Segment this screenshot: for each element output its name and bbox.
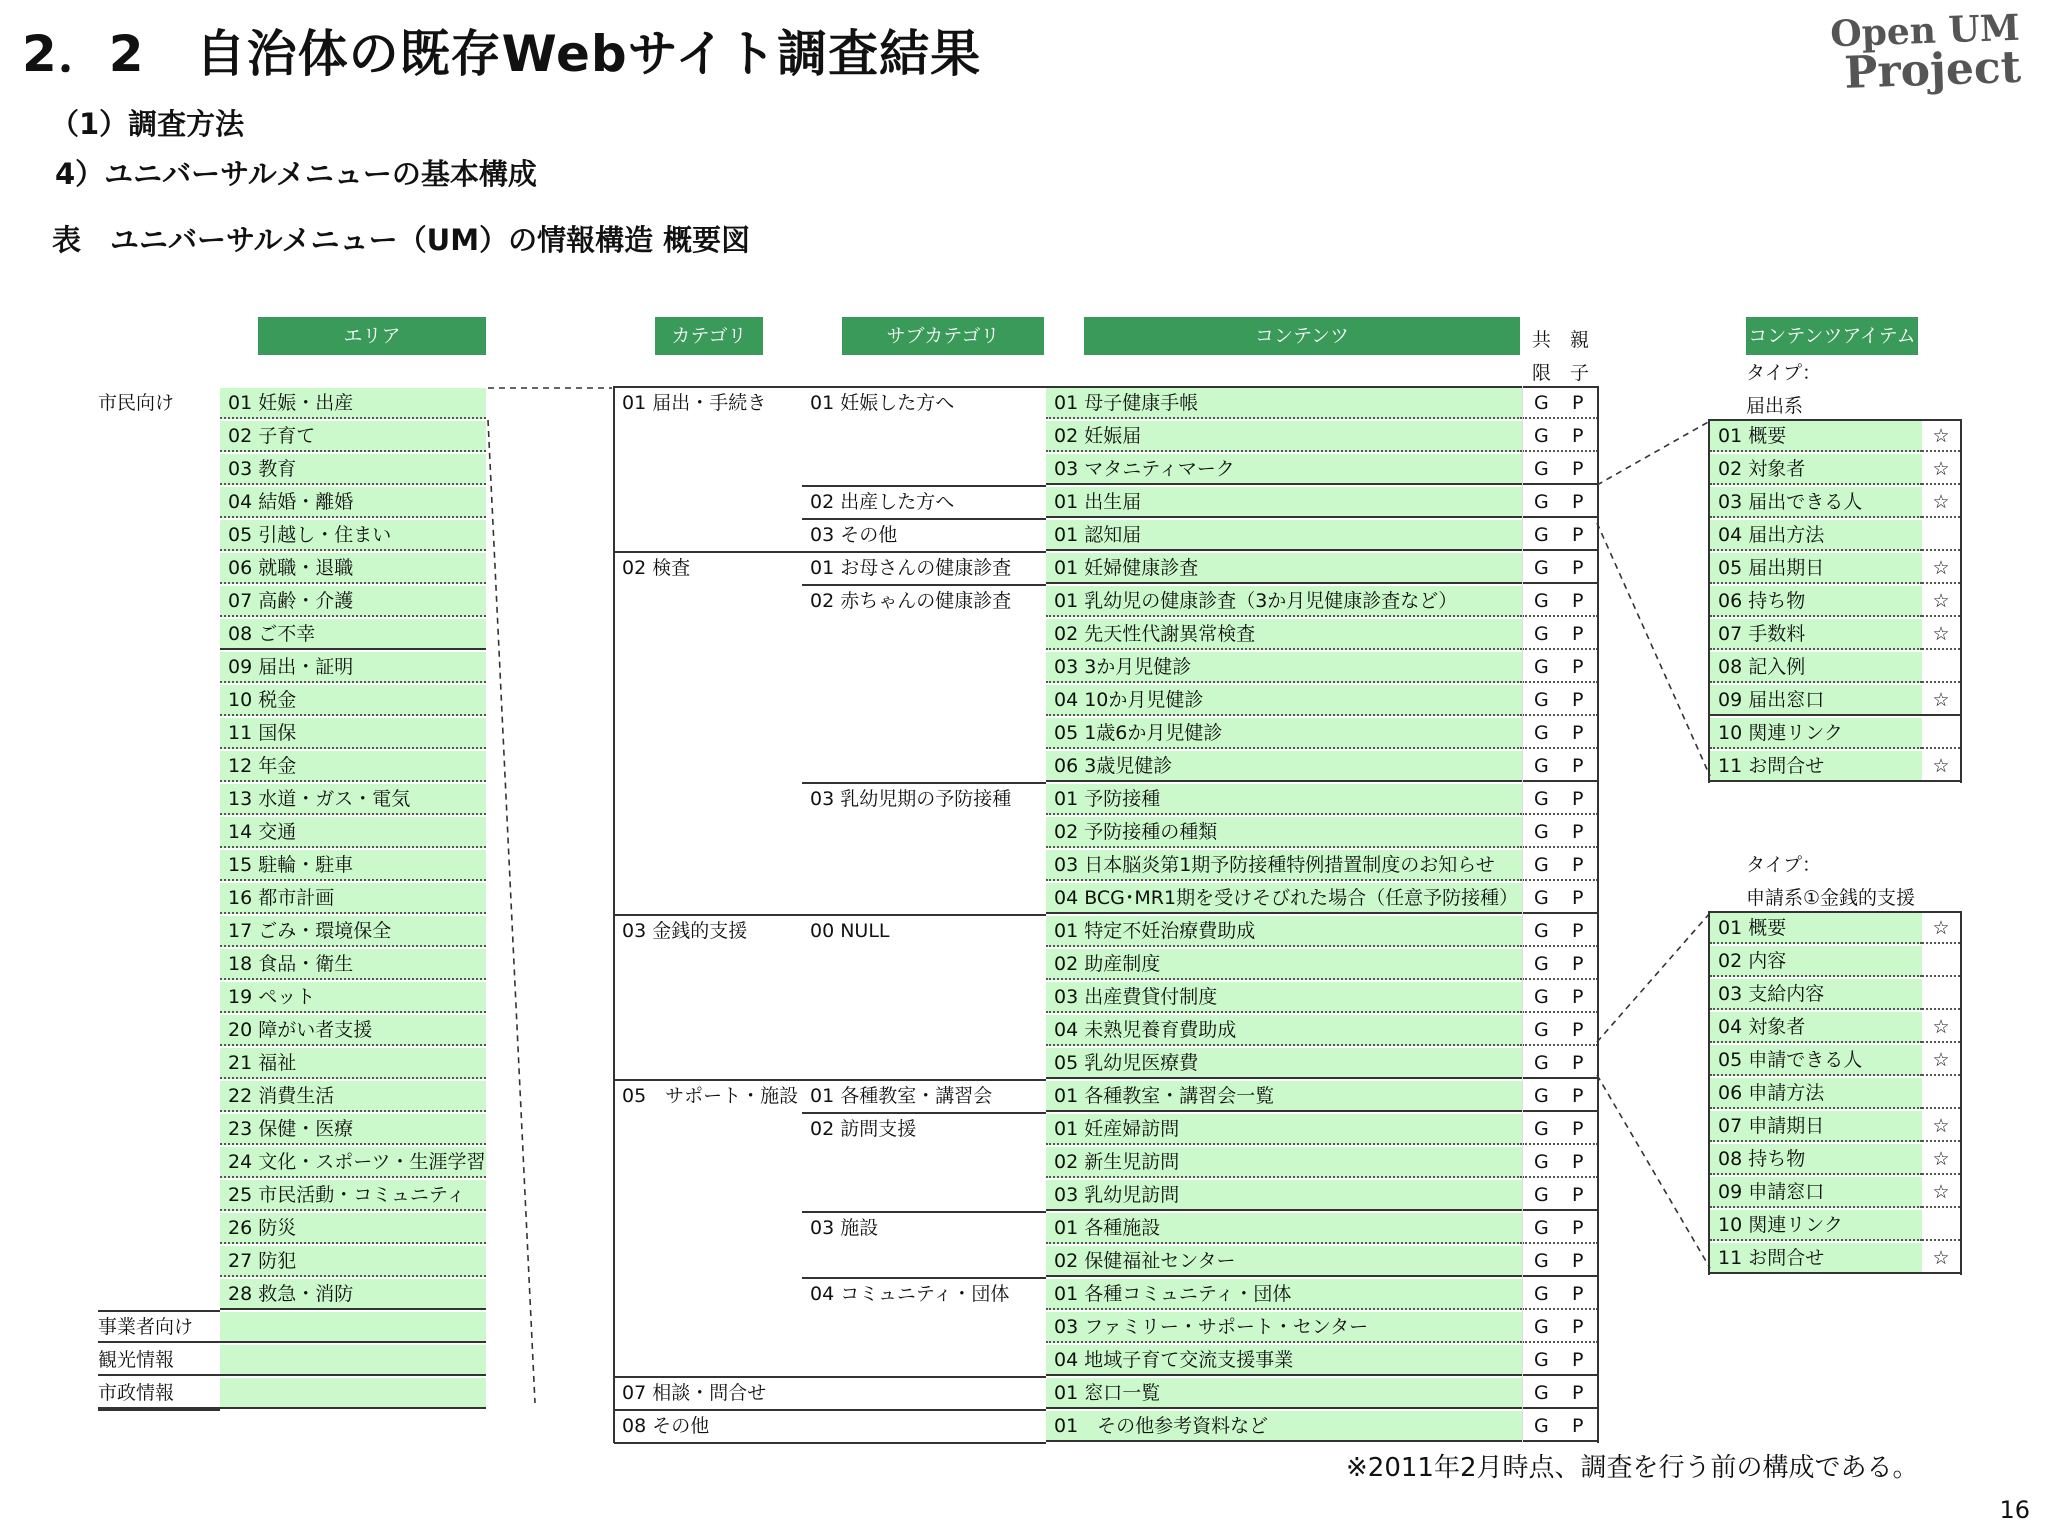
subcategory-label: 03 施設 (810, 1217, 879, 1239)
p-flag: P (1572, 491, 1584, 513)
p-flag: P (1572, 623, 1584, 645)
g-flag: G (1534, 722, 1549, 744)
content-item: 03 出産費貸付制度 (1046, 982, 1522, 1013)
content-item-entry: 11 お問合せ (1710, 1243, 1922, 1274)
content-item-entry: 04 対象者 (1710, 1012, 1922, 1043)
g-flag: G (1534, 755, 1549, 777)
p-flag: P (1572, 524, 1584, 546)
p-flag: P (1572, 854, 1584, 876)
p-flag: P (1572, 557, 1584, 579)
content-item-entry: 04 届出方法 (1710, 520, 1922, 551)
p-flag: P (1572, 1316, 1584, 1338)
g-flag: G (1534, 1118, 1549, 1140)
gp-header-bottom-left: 限 (1532, 362, 1552, 384)
connector-items1-top (1597, 421, 1710, 485)
p-flag: P (1572, 1382, 1584, 1404)
content-item: 01 特定不妊治療費助成 (1046, 916, 1522, 947)
g-flag: G (1534, 887, 1549, 909)
p-flag: P (1572, 458, 1584, 480)
item-type-2-label: タイプ： (1746, 854, 1822, 876)
subcategory-label: 01 妊娠した方へ (810, 392, 955, 414)
content-item: 03 ファミリー・サポート・センター (1046, 1312, 1522, 1343)
g-flag: G (1534, 656, 1549, 678)
content-item-entry: 05 申請できる人 (1710, 1045, 1922, 1076)
gp-header-bottom-right: 子 (1570, 362, 1590, 384)
g-flag: G (1534, 491, 1549, 513)
category-label: 01 届出・手続き (622, 392, 767, 414)
area-item: 08 ご不幸 (220, 619, 486, 650)
p-flag: P (1572, 689, 1584, 711)
area-item: 02 子育て (220, 421, 486, 452)
content-item-entry: 10 関連リンク (1710, 718, 1922, 749)
p-flag: P (1572, 1349, 1584, 1371)
content-item-entry: 10 関連リンク (1710, 1210, 1922, 1241)
star-icon: ☆ (1922, 1243, 1960, 1274)
logo-line-2: Project (1843, 41, 2022, 99)
logo-line-1: Open UM (1829, 6, 2020, 56)
area-item: 17 ごみ・環境保全 (220, 916, 486, 947)
content-item: 01 各種コミュニティ・団体 (1046, 1279, 1522, 1310)
content-item-entry: 02 対象者 (1710, 454, 1922, 485)
p-flag: P (1572, 1184, 1584, 1206)
content-item-entry: 07 手数料 (1710, 619, 1922, 650)
area-item: 27 防犯 (220, 1246, 486, 1277)
category-label: 07 相談・問合せ (622, 1382, 767, 1404)
star-icon: ☆ (1922, 751, 1960, 782)
content-item: 04 未熟児養育費助成 (1046, 1015, 1522, 1046)
content-item-entry: 05 届出期日 (1710, 553, 1922, 584)
area-item: 10 税金 (220, 685, 486, 716)
area-item: 07 高齢・介護 (220, 586, 486, 617)
content-item-entry: 03 支給内容 (1710, 979, 1922, 1010)
content-item: 04 10か月児健診 (1046, 685, 1522, 716)
footer-note: ※2011年2月時点、調査を行う前の構成である。 (1346, 1453, 1919, 1483)
g-flag: G (1534, 392, 1549, 414)
subcategory-label: 02 訪問支援 (810, 1118, 917, 1140)
star-icon: ☆ (1922, 586, 1960, 617)
content-item: 04 地域子育て交流支援事業 (1046, 1345, 1522, 1376)
area-item: 26 防災 (220, 1213, 486, 1244)
subcategory-label: 03 乳幼児期の予防接種 (810, 788, 1012, 810)
g-flag: G (1534, 1217, 1549, 1239)
page-title: 2．2 自治体の既存Webサイト調査結果 (22, 25, 982, 83)
p-flag: P (1572, 1019, 1584, 1041)
area-item: 05 引越し・住まい (220, 520, 486, 551)
area-item: 15 駐輪・駐車 (220, 850, 486, 881)
area-group-label: 観光情報 (98, 1345, 220, 1376)
p-flag: P (1572, 920, 1584, 942)
item-type-1-label: タイプ： (1746, 362, 1822, 384)
area-group-label: 市政情報 (98, 1378, 220, 1409)
content-item-entry: 02 内容 (1710, 946, 1922, 977)
content-item: 03 3か月児健診 (1046, 652, 1522, 683)
area-item: 16 都市計画 (220, 883, 486, 914)
header-area: エリア (258, 317, 486, 355)
area-item: 24 文化・スポーツ・生涯学習 (220, 1147, 486, 1178)
connector-items1-bottom (1597, 523, 1710, 776)
content-item: 02 保健福祉センター (1046, 1246, 1522, 1277)
area-group-label: 事業者向け (98, 1312, 220, 1343)
p-flag: P (1572, 1085, 1584, 1107)
p-flag: P (1572, 392, 1584, 414)
star-icon: ☆ (1922, 454, 1960, 485)
g-flag: G (1534, 1283, 1549, 1305)
g-flag: G (1534, 623, 1549, 645)
g-flag: G (1534, 1415, 1549, 1437)
content-item: 05 1歳6か月児健診 (1046, 718, 1522, 749)
content-item: 02 先天性代謝異常検査 (1046, 619, 1522, 650)
content-item: 03 マタニティマーク (1046, 454, 1522, 485)
star-icon: ☆ (1922, 1012, 1960, 1043)
g-flag: G (1534, 425, 1549, 447)
star-icon: ☆ (1922, 487, 1960, 518)
area-item: 13 水道・ガス・電気 (220, 784, 486, 815)
p-flag: P (1572, 953, 1584, 975)
content-item: 01 各種施設 (1046, 1213, 1522, 1244)
content-item: 05 乳幼児医療費 (1046, 1048, 1522, 1079)
g-flag: G (1534, 557, 1549, 579)
area-item: 11 国保 (220, 718, 486, 749)
category-label: 05 サポート・施設 (622, 1085, 799, 1107)
area-item: 14 交通 (220, 817, 486, 848)
star-icon: ☆ (1922, 421, 1960, 452)
header-category: カテゴリ (655, 317, 763, 355)
table-caption: 表 ユニバーサルメニュー（UM）の情報構造 概要図 (52, 223, 751, 257)
p-flag: P (1572, 722, 1584, 744)
subcategory-label: 02 出産した方へ (810, 491, 955, 513)
p-flag: P (1572, 755, 1584, 777)
star-icon: ☆ (1922, 1144, 1960, 1175)
content-item: 01 その他参考資料など (1046, 1411, 1522, 1442)
g-flag: G (1534, 1085, 1549, 1107)
content-item-entry: 06 持ち物 (1710, 586, 1922, 617)
content-item-entry: 11 お問合せ (1710, 751, 1922, 782)
g-flag: G (1534, 953, 1549, 975)
area-item: 20 障がい者支援 (220, 1015, 486, 1046)
content-item-entry: 07 申請期日 (1710, 1111, 1922, 1142)
content-item-entry: 01 概要 (1710, 421, 1922, 452)
area-group-label: 市民向け (98, 392, 175, 414)
area-item: 09 届出・証明 (220, 652, 486, 683)
content-item: 01 認知届 (1046, 520, 1522, 551)
area-item: 28 救急・消防 (220, 1279, 486, 1310)
content-item-entry: 08 記入例 (1710, 652, 1922, 683)
area-item: 01 妊娠・出産 (220, 388, 486, 419)
g-flag: G (1534, 920, 1549, 942)
p-flag: P (1572, 1052, 1584, 1074)
gp-header-top-left: 共 (1532, 329, 1552, 351)
section-heading: （1）調査方法 (50, 107, 245, 141)
subsection-heading: 4）ユニバーサルメニューの基本構成 (55, 157, 537, 191)
g-flag: G (1534, 458, 1549, 480)
area-item: 19 ペット (220, 982, 486, 1013)
content-item: 02 妊娠届 (1046, 421, 1522, 452)
content-item-entry: 01 概要 (1710, 913, 1922, 944)
subcategory-label: 03 その他 (810, 524, 898, 546)
p-flag: P (1572, 788, 1584, 810)
area-item: 06 就職・退職 (220, 553, 486, 584)
g-flag: G (1534, 1019, 1549, 1041)
page-number: 16 (1999, 1496, 2030, 1524)
star-icon: ☆ (1922, 1177, 1960, 1208)
content-item: 01 妊産婦訪問 (1046, 1114, 1522, 1145)
category-label: 03 金銭的支援 (622, 920, 748, 942)
area-item: 25 市民活動・コミュニティ (220, 1180, 486, 1211)
connector-items2-bottom (1597, 1075, 1710, 1268)
p-flag: P (1572, 1250, 1584, 1272)
connector-area-down (488, 420, 535, 1403)
p-flag: P (1572, 1151, 1584, 1173)
content-item: 01 妊婦健康診査 (1046, 553, 1522, 584)
header-subcategory: サブカテゴリ (842, 317, 1044, 355)
content-item: 02 予防接種の種類 (1046, 817, 1522, 848)
star-icon: ☆ (1922, 1111, 1960, 1142)
content-item: 01 出生届 (1046, 487, 1522, 518)
area-item: 03 教育 (220, 454, 486, 485)
connector-items2-top (1597, 913, 1710, 1042)
header-contents: コンテンツ (1084, 317, 1520, 355)
p-flag: P (1572, 1283, 1584, 1305)
p-flag: P (1572, 656, 1584, 678)
content-item: 04 BCG･MR1期を受けそびれた場合（任意予防接種） (1046, 883, 1522, 914)
g-flag: G (1534, 1052, 1549, 1074)
content-item: 02 助産制度 (1046, 949, 1522, 980)
star-icon: ☆ (1922, 1045, 1960, 1076)
content-item: 01 各種教室・講習会一覧 (1046, 1081, 1522, 1112)
area-item: 21 福祉 (220, 1048, 486, 1079)
content-item-entry: 09 届出窓口 (1710, 685, 1922, 716)
content-item: 03 乳幼児訪問 (1046, 1180, 1522, 1211)
g-flag: G (1534, 689, 1549, 711)
content-item: 01 窓口一覧 (1046, 1378, 1522, 1409)
p-flag: P (1572, 1415, 1584, 1437)
content-item: 01 予防接種 (1046, 784, 1522, 815)
content-item: 01 乳幼児の健康診査（3か月児健康診査など） (1046, 586, 1522, 617)
g-flag: G (1534, 1349, 1549, 1371)
category-label: 02 検査 (622, 557, 691, 579)
content-item: 03 日本脳炎第1期予防接種特例措置制度のお知らせ (1046, 850, 1522, 881)
g-flag: G (1534, 854, 1549, 876)
p-flag: P (1572, 425, 1584, 447)
p-flag: P (1572, 590, 1584, 612)
g-flag: G (1534, 788, 1549, 810)
content-item: 02 新生児訪問 (1046, 1147, 1522, 1178)
g-flag: G (1534, 1250, 1549, 1272)
g-flag: G (1534, 524, 1549, 546)
p-flag: P (1572, 1217, 1584, 1239)
subcategory-label: 00 NULL (810, 920, 890, 942)
star-icon: ☆ (1922, 913, 1960, 944)
g-flag: G (1534, 1184, 1549, 1206)
subcategory-label: 04 コミュニティ・団体 (810, 1283, 1010, 1305)
area-item: 18 食品・衛生 (220, 949, 486, 980)
star-icon: ☆ (1922, 685, 1960, 716)
g-flag: G (1534, 1151, 1549, 1173)
category-label: 08 その他 (622, 1415, 710, 1437)
content-item-entry: 08 持ち物 (1710, 1144, 1922, 1175)
content-item: 01 母子健康手帳 (1046, 388, 1522, 419)
content-item-entry: 03 届出できる人 (1710, 487, 1922, 518)
area-item: 22 消費生活 (220, 1081, 486, 1112)
header-content-items: コンテンツアイテム (1746, 317, 1918, 355)
subcategory-label: 01 お母さんの健康診査 (810, 557, 1012, 579)
star-icon: ☆ (1922, 553, 1960, 584)
content-item-entry: 06 申請方法 (1710, 1078, 1922, 1109)
item-type-2-name: 申請系①金銭的支援 (1746, 887, 1916, 909)
star-icon: ☆ (1922, 619, 1960, 650)
p-flag: P (1572, 821, 1584, 843)
content-item: 06 3歳児健診 (1046, 751, 1522, 782)
subcategory-label: 02 赤ちゃんの健康診査 (810, 590, 1012, 612)
content-item-entry: 09 申請窓口 (1710, 1177, 1922, 1208)
item-type-1-name: 届出系 (1746, 395, 1804, 417)
area-item: 12 年金 (220, 751, 486, 782)
area-item: 04 結婚・離婚 (220, 487, 486, 518)
p-flag: P (1572, 1118, 1584, 1140)
area-item: 23 保健・医療 (220, 1114, 486, 1145)
g-flag: G (1534, 590, 1549, 612)
g-flag: G (1534, 821, 1549, 843)
g-flag: G (1534, 1316, 1549, 1338)
p-flag: P (1572, 986, 1584, 1008)
subcategory-label: 01 各種教室・講習会 (810, 1085, 993, 1107)
p-flag: P (1572, 887, 1584, 909)
gp-header-top-right: 親 (1570, 329, 1590, 351)
g-flag: G (1534, 986, 1549, 1008)
g-flag: G (1534, 1382, 1549, 1404)
